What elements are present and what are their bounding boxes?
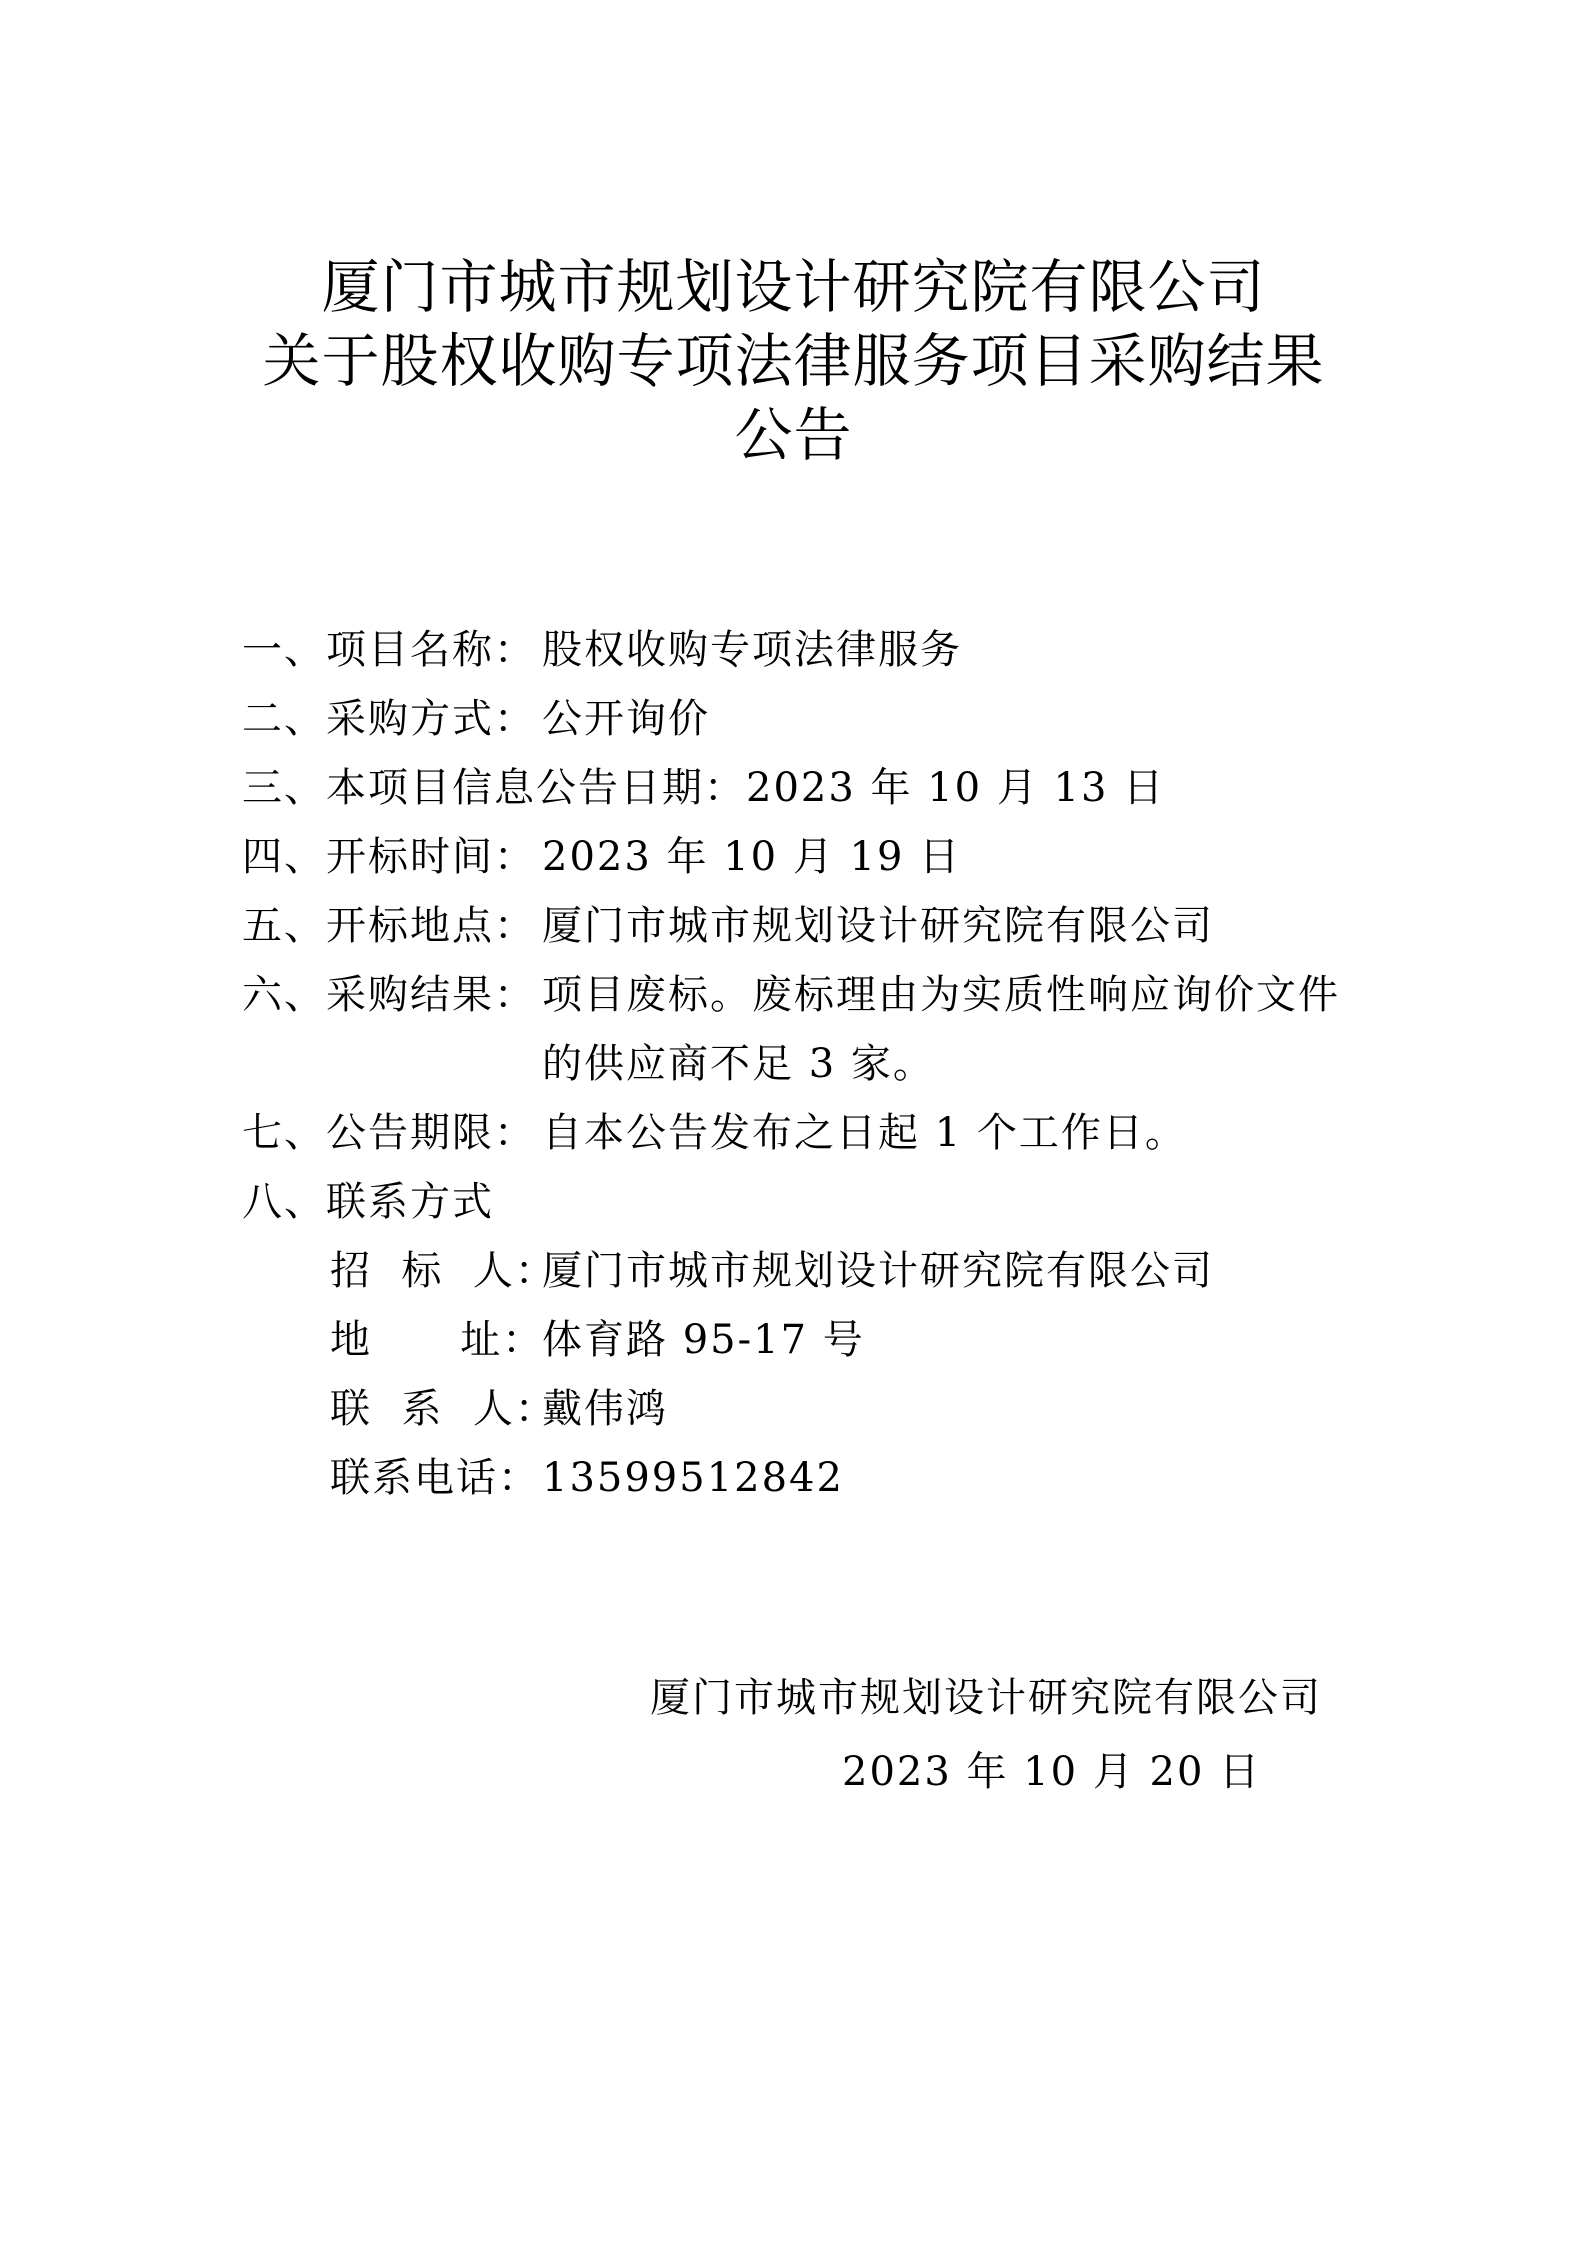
title-line-3: 公告: [734, 401, 853, 469]
item-opening-location: [242, 892, 1362, 961]
item-contact-info: [242, 1168, 1362, 1237]
item-announcement-date: [242, 754, 1362, 823]
contact-address: [330, 1306, 1362, 1375]
contact-label: 招 标 人：: [330, 1248, 557, 1294]
item-project-name: [242, 616, 1362, 685]
item-value: 项目废标。废标理由为实质性响应询价文件的供应商不足 3 家。: [542, 972, 1340, 1087]
item-opening-time: [242, 823, 1362, 892]
title-line-2: 关于股权收购专项法律服务项目采购结果: [262, 327, 1325, 395]
announcement-body: [242, 616, 1362, 1513]
contact-label: 联系电话：: [330, 1455, 540, 1501]
signature-date: 2023 年 10 月 20 日: [842, 1749, 1262, 1795]
contact-block: [242, 1237, 1362, 1513]
item-label: 七、公告期限：: [242, 1110, 536, 1156]
item-value: 2023 年 10 月 13 日: [746, 765, 1166, 811]
item-label: 六、采购结果：: [242, 972, 536, 1018]
item-label: 五、开标地点：: [242, 903, 536, 949]
contact-value: 厦门市城市规划设计研究院有限公司: [542, 1248, 1214, 1294]
item-label: 八、联系方式: [242, 1179, 494, 1225]
item-value: 股权收购专项法律服务: [542, 627, 962, 673]
contact-value: 体育路 95-17 号: [542, 1317, 865, 1363]
item-announcement-period: [242, 1099, 1362, 1168]
contact-value: 13599512842: [542, 1455, 844, 1501]
item-value: 自本公告发布之日起 1 个工作日。: [542, 1110, 1187, 1156]
document-title: [0, 250, 1587, 472]
item-label: 一、项目名称：: [242, 627, 536, 673]
contact-person: [330, 1375, 1362, 1444]
item-label: 四、开标时间：: [242, 834, 536, 880]
signature-organization: 厦门市城市规划设计研究院有限公司: [650, 1675, 1322, 1721]
contact-label: 地 址：: [330, 1317, 545, 1363]
item-label: 二、采购方式：: [242, 696, 536, 742]
contact-label: 联 系 人：: [330, 1386, 557, 1432]
contact-value: 戴伟鸿: [542, 1386, 668, 1432]
item-label: 三、本项目信息公告日期：: [242, 765, 746, 811]
contact-tenderer: [330, 1237, 1362, 1306]
title-line-1: 厦门市城市规划设计研究院有限公司: [321, 253, 1266, 321]
item-value: 厦门市城市规划设计研究院有限公司: [542, 903, 1214, 949]
item-procurement-method: [242, 685, 1362, 754]
item-value: 公开询价: [542, 696, 710, 742]
item-value: 2023 年 10 月 19 日: [542, 834, 962, 880]
item-procurement-result: [242, 961, 1362, 1099]
contact-phone: [330, 1444, 1362, 1513]
